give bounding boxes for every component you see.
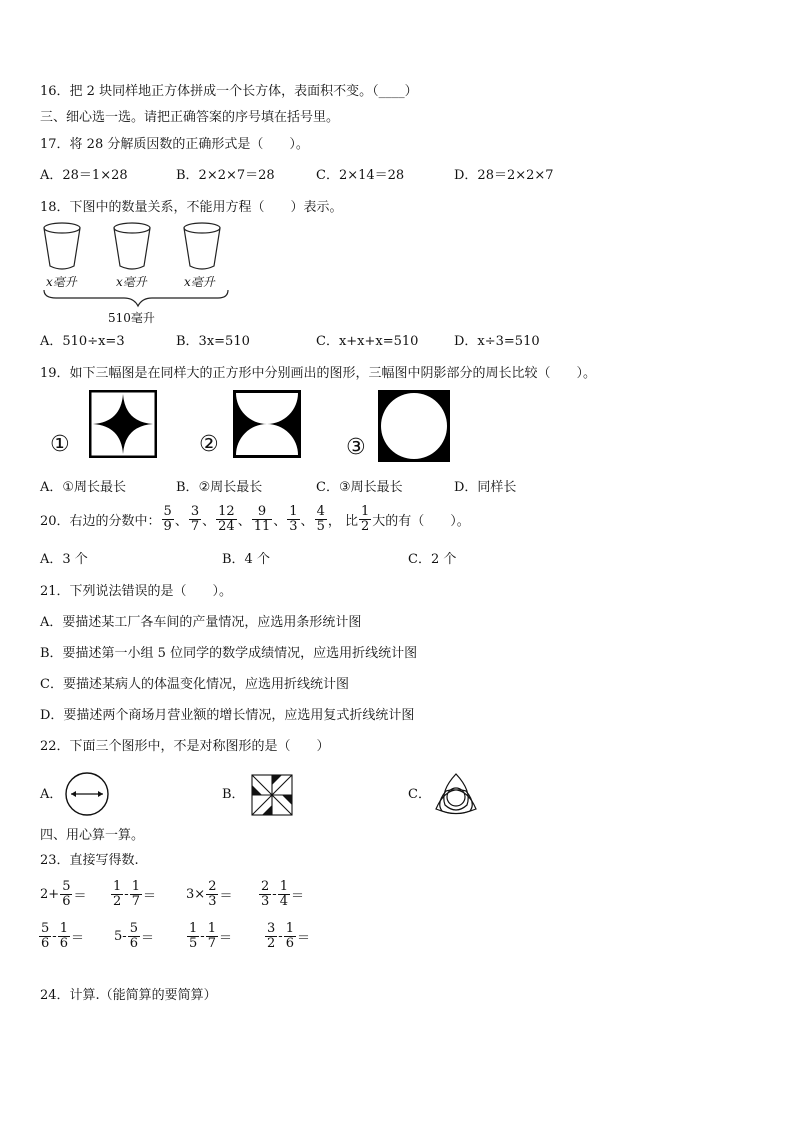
cups-figure <box>38 220 238 310</box>
circle-arrow-icon <box>62 770 112 818</box>
section-3-title: 三、细心选一选。请把正确答案的序号填在括号里。 <box>40 110 340 125</box>
question-20-stem: 20．右边的分数中： $\frac{5}{9}$ 、 $\frac{3}{7}$ 、 $\frac{12}{24}$ 、 $\frac{9}{11}$ 、 $\frac{1}{3}$ 、 $\frac{4}{5}$ ， 比 $\frac{1}{2}$ 大的有（ ）。 <box>40 504 470 534</box>
fraction: $\frac{3}{7}$ <box>190 504 200 534</box>
calc-r2-4: $\frac{3}{2}$ - $\frac{1}{6}$ ＝ <box>267 921 310 951</box>
fraction: $\frac{9}{11}$ <box>253 504 271 534</box>
calc-r1-2: $\frac{1}{2}$ - $\frac{1}{7}$ ＝ <box>113 879 156 909</box>
cup-2-label: x毫升 <box>116 275 147 289</box>
section-4-title: 四、用心算一算。 <box>40 828 145 843</box>
figure-1-label: ① <box>50 432 70 457</box>
q22-option-b[interactable]: B． <box>222 787 245 802</box>
fraction: $\frac{12}{24}$ <box>218 504 235 534</box>
question-24: 24．计算.（能简算的要简算） <box>40 988 217 1003</box>
q21-option-a[interactable]: A．要描述某工厂各车间的产量情况，应选用条形统计图 <box>40 615 362 630</box>
figure-3-label: ③ <box>346 435 366 460</box>
figure-3-circle-square <box>378 390 450 462</box>
q20-option-b[interactable]: B．4 个 <box>222 552 270 567</box>
q19-option-b[interactable]: B．②周长最长 <box>176 480 263 495</box>
q20-option-a[interactable]: A．3 个 <box>40 552 88 567</box>
q18-option-b[interactable]: B．3x=510 <box>176 334 250 349</box>
question-23-stem: 23．直接写得数. <box>40 853 139 868</box>
q17-option-c[interactable]: C．2×14＝28 <box>316 168 405 183</box>
total-label: 510毫升 <box>108 311 155 325</box>
q19-option-c[interactable]: C．③周长最长 <box>316 480 403 495</box>
q21-option-d[interactable]: D．要描述两个商场月营业额的增长情况，应选用复式折线统计图 <box>40 708 415 723</box>
q19-option-d[interactable]: D．同样长 <box>454 480 517 495</box>
q19-option-a[interactable]: A．①周长最长 <box>40 480 127 495</box>
q21-option-c[interactable]: C．要描述某病人的体温变化情况，应选用折线统计图 <box>40 677 349 692</box>
q17-option-d[interactable]: D．28＝2×2×7 <box>454 168 554 183</box>
question-18-stem: 18．下图中的数量关系，不能用方程（ ）表示。 <box>40 200 343 215</box>
q21-option-b[interactable]: B．要描述第一小组 5 位同学的数学成绩情况，应选用折线统计图 <box>40 646 418 661</box>
q18-option-a[interactable]: A．510÷x=3 <box>40 334 125 349</box>
pinwheel-icon <box>250 773 294 817</box>
question-19-stem: 19．如下三幅图是在同样大的正方形中分别画出的图形，三幅图中阴影部分的周长比较（ ）。 <box>40 366 597 381</box>
figure-2-label: ② <box>199 432 219 457</box>
calc-r2-3: $\frac{1}{5}$ - $\frac{1}{7}$ ＝ <box>189 921 232 951</box>
fraction: $\frac{4}{5}$ <box>316 504 325 534</box>
cup-1-label: x毫升 <box>46 275 77 289</box>
compare-fraction: $\frac{1}{2}$ <box>360 504 370 534</box>
q18-option-d[interactable]: D．x÷3=510 <box>454 334 540 349</box>
figure-1-star-square <box>89 390 157 458</box>
question-22-stem: 22．下面三个图形中，不是对称图形的是（ ） <box>40 739 330 754</box>
fraction: $\frac{1}{3}$ <box>289 504 298 534</box>
calc-r2-1: $\frac{5}{6}$ - $\frac{1}{6}$ ＝ <box>41 921 84 951</box>
q17-option-a[interactable]: A．28＝1×28 <box>40 168 128 183</box>
q22-option-c[interactable]: C． <box>408 787 431 802</box>
trefoil-icon <box>432 771 480 817</box>
q18-option-c[interactable]: C．x+x+x=510 <box>316 334 419 349</box>
cup-3-label: x毫升 <box>184 275 215 289</box>
q17-option-b[interactable]: B．2×2×7＝28 <box>176 168 275 183</box>
q20-option-c[interactable]: C．2 个 <box>408 552 457 567</box>
q22-option-a[interactable]: A． <box>40 787 63 802</box>
fraction: $\frac{5}{9}$ <box>163 504 172 534</box>
question-21-stem: 21．下列说法错误的是（ ）。 <box>40 584 233 599</box>
question-16: 16．把 2 块同样地正方体拼成一个长方体，表面积不变。（____） <box>40 84 418 99</box>
question-17-stem: 17．将 28 分解质因数的正确形式是（ ）。 <box>40 137 309 152</box>
figure-2-arcs-square <box>233 390 301 458</box>
calc-r1-1: 2 + $\frac{5}{6}$ ＝ <box>40 879 87 909</box>
calc-r1-3: 3 × $\frac{2}{3}$ ＝ <box>186 879 233 909</box>
calc-r1-4: $\frac{2}{3}$ - $\frac{1}{4}$ ＝ <box>261 879 304 909</box>
calc-r2-2: 5 - $\frac{5}{6}$ ＝ <box>114 921 154 951</box>
